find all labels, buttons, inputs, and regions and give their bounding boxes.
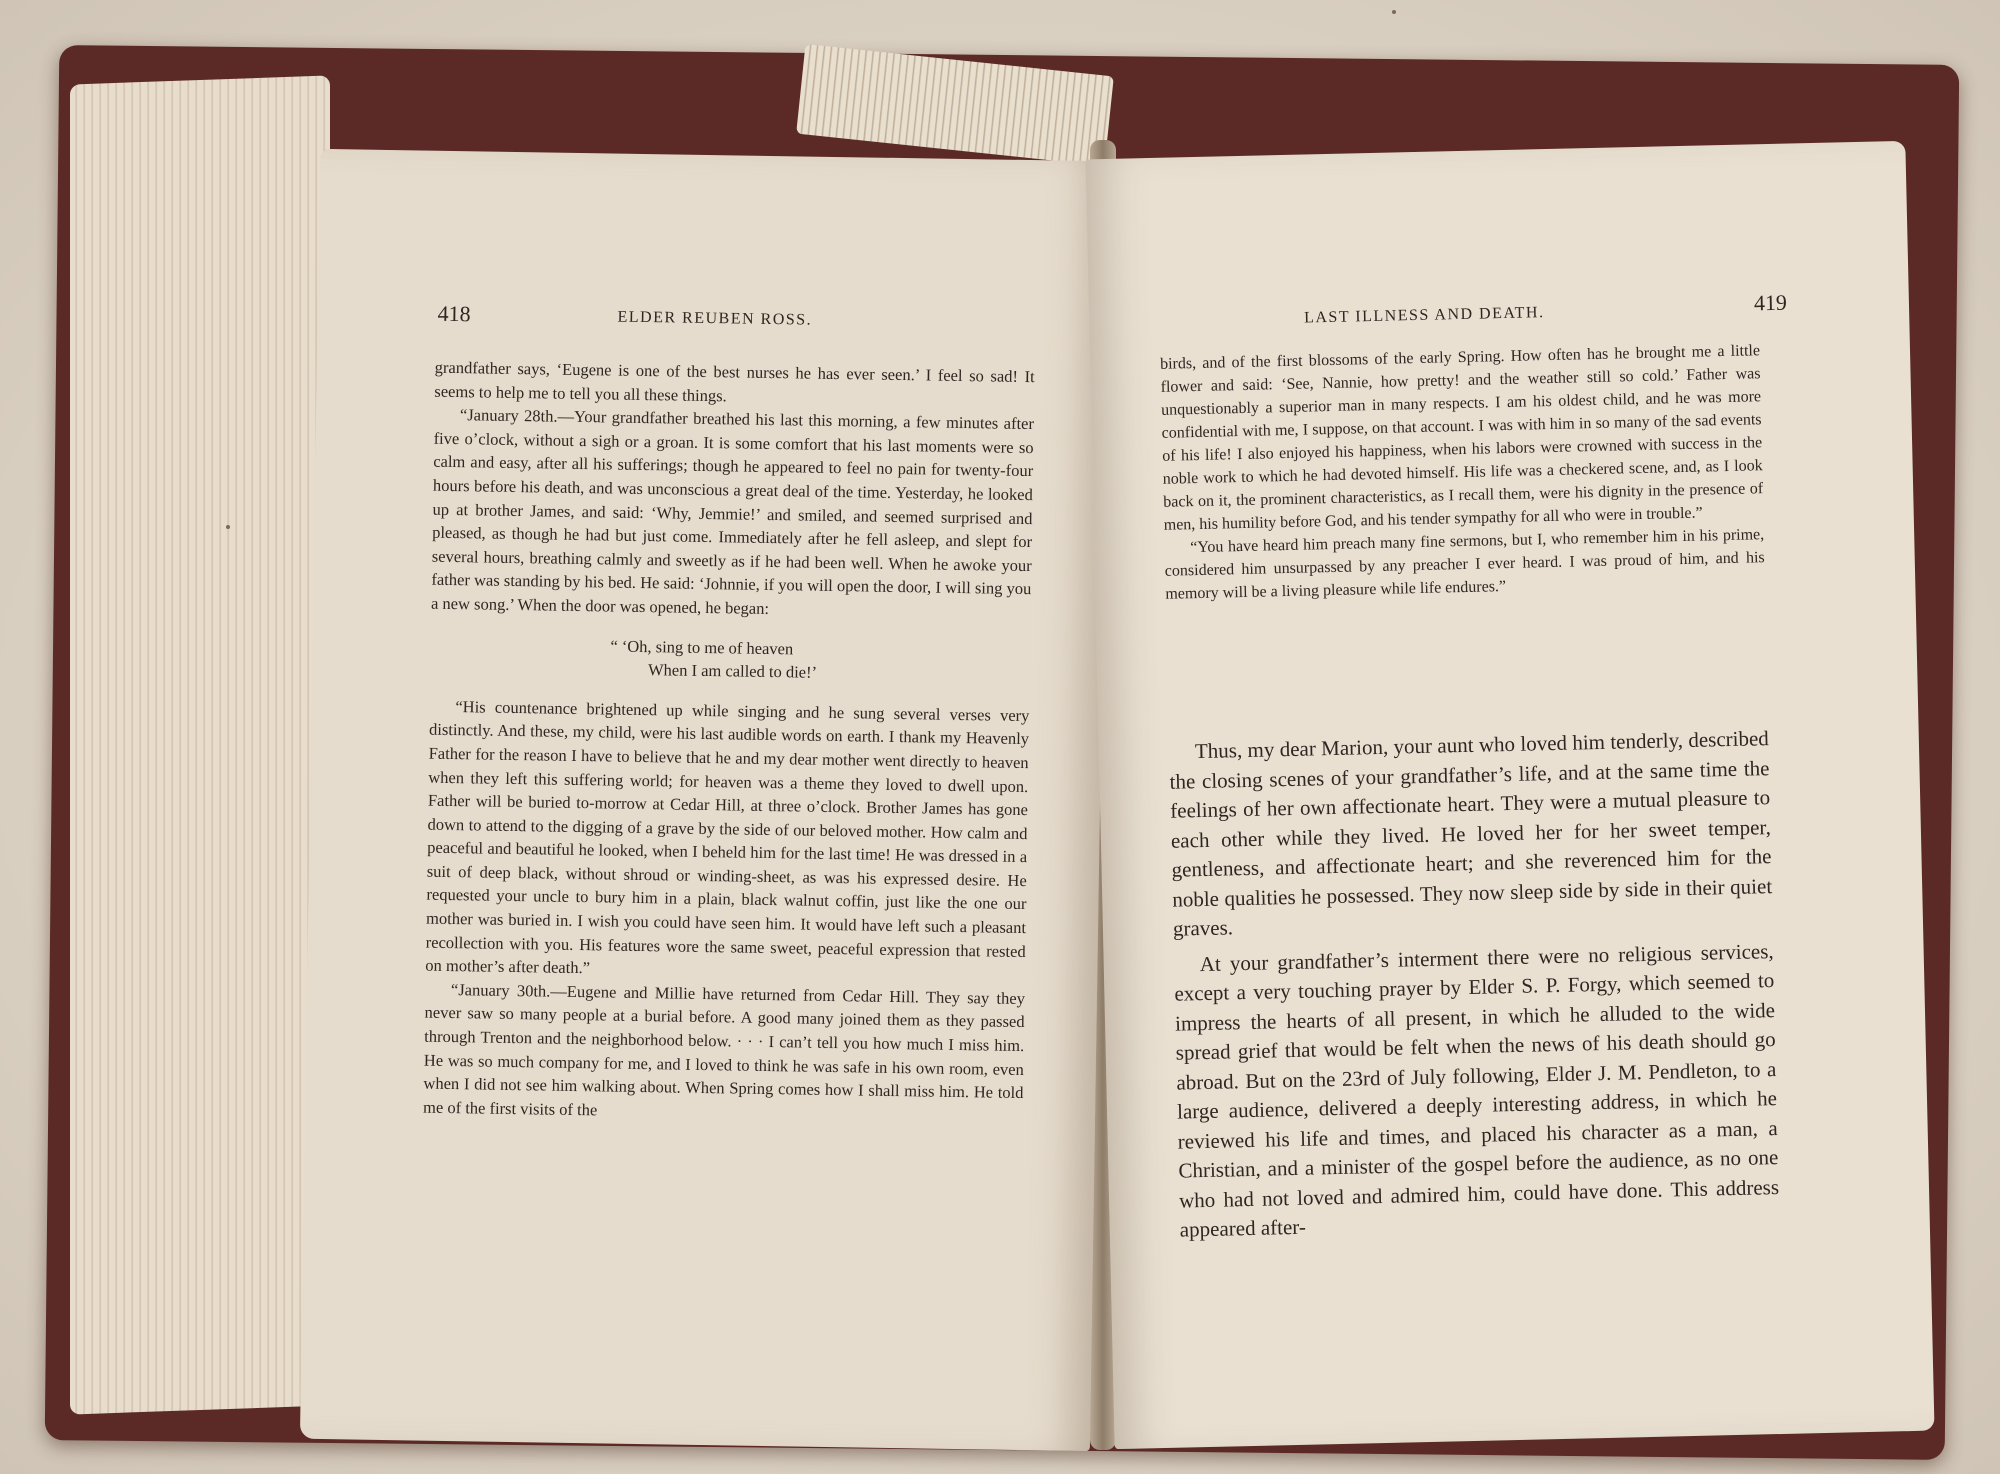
right-page xyxy=(1085,141,1934,1449)
paragraph: “You have heard him preach many fine sermons, but I, who remember him in his prime, considered him unsurpassed by any preacher I ever heard. I was proud of him, and his memory will be a living pleasure while life endures.” xyxy=(1164,526,1765,603)
page-edges-stack xyxy=(70,75,330,1414)
page-number: 418 xyxy=(437,300,471,327)
running-head: LAST ILLNESS AND DEATH. xyxy=(1303,304,1545,327)
left-page xyxy=(300,149,1110,1451)
dust-speck xyxy=(226,525,230,529)
left-page-body xyxy=(423,356,1035,1129)
paragraph: “January 30th.—Eugene and Millie have returned from Cedar Hill. They say they never saw so many people at a burial before. A good many joined them as they passed through Trenton and the neighborhood below. · · · I can’t tell you how much I miss him. He was so much company for me, and I loved to think he was safe in his own room, even when I did not see him walking about. When Spring comes how I shall miss him. He told me of the first visits of the xyxy=(422,979,1026,1120)
paragraph: At your grandfather’s interment there were no religious services, except a very touching prayer by Elder S. P. Forgy, which seemed to impress the hearts of all present, in which he alluded to the wide spread grief that would be felt when the news of his death should go abroad. But on the 23rd of July following, Elder J. M. Pendleton, to a large audience, delivered a deeply interesting address, in which he reviewed his life and times, and placed his character as a man, a Christian, and a minister of the gospel before the audience, as no one who had not loved and admired him, could have done. This address appeared after- xyxy=(1174,938,1780,1242)
poem-line: “ ‘Oh, sing to me of heaven xyxy=(610,636,794,658)
poem xyxy=(610,634,1031,688)
dust-speck xyxy=(1392,10,1396,14)
right-page-letter-text xyxy=(1160,339,1766,606)
right-page-narrative-text xyxy=(1169,724,1780,1245)
poem-line: When I am called to die!’ xyxy=(647,660,818,682)
running-head: ELDER REUBEN ROSS. xyxy=(617,308,813,329)
paragraph: “His countenance brightened up while singing and he sung several verses very distinctly. And these, my child, were his last audible words on earth. I thank my Heavenly Father for the reason I have to believe that he and my dear mother went directly to heaven when they left this suffering world; for heaven was a theme they loved to dwell upon. Father will be buried to-morrow at Cedar Hill, at three o’clock. Brother James has gone down to attend to the digging of a grave by the side of our beloved mother. How calm and peaceful and beautiful he looked, when I beheld him for the last time! He was dressed in a suit of deep black, without shroud or winding-sheet, as was his expressed desire. He requested your uncle to bury him in a plain, black walnut coffin, just like the one our mother was buried in. I wish you could have seen him. It would have left such a pleasant recollection with you. His features wore the same sweet, peaceful expression that rested on mother’s after death.” xyxy=(425,696,1030,978)
page-number: 419 xyxy=(1753,289,1788,316)
paragraph: “January 28th.—Your grandfather breathed his last this morning, a few minutes after five o’clock, without a sigh or a groan. It is some comfort that his last moments were so calm and easy, after all his sufferings; though he appeared to feel no pain for twenty-four hours before his death, and was unconscious a great deal of the time. Yesterday, he looked up at brother James, and said: ‘Why, Jemmie!’ and smiled, and seemed surprised and pleased, as though he had but just come. Immediately after he fell asleep, and slept for several hours, breathing calmly and sweetly as if he had been well. When he awoke your father was standing by his bed. He said: ‘Johnnie, if you will open the door, I will sing you a new song.’ When the door was opened, he began: xyxy=(430,405,1035,618)
paragraph: birds, and of the first blossoms of the early Spring. How often has he brought me a little flower and said: ‘See, Nannie, how pretty! and the weather still so cold.’ Father was unquestionably a superior man in many respects. I am his oldest child, and he was more confidential with me, I suppose, on that account. I was with him in so many of the sad events of his life! I also enjoyed his happiness, when his labors were crowned with success in the noble work to which he had devoted himself. His life was a checkered scene, and, as I look back on it, the prominent characteristics, as I recall them, were his dignity in the presence of men, his humility before God, and his tender sympathy for all who were in trouble.” xyxy=(1159,342,1764,534)
paragraph: Thus, my dear Marion, your aunt who loved him tenderly, described the closing scenes of your grandfather’s life, and at the same time the feelings of her own affectionate heart. They were a mutual pleasure to each other while they lived. He loved her for her sweet temper, gentleness, and affectionate heart; and she reverenced him for the noble qualities he possessed. They now sleep side by side in their quiet graves. xyxy=(1169,726,1773,941)
paragraph: grandfather says, ‘Eugene is one of the best nurses he has ever seen.’ I feel so sad! It seems to help me to tell you all these things. xyxy=(434,357,1035,405)
